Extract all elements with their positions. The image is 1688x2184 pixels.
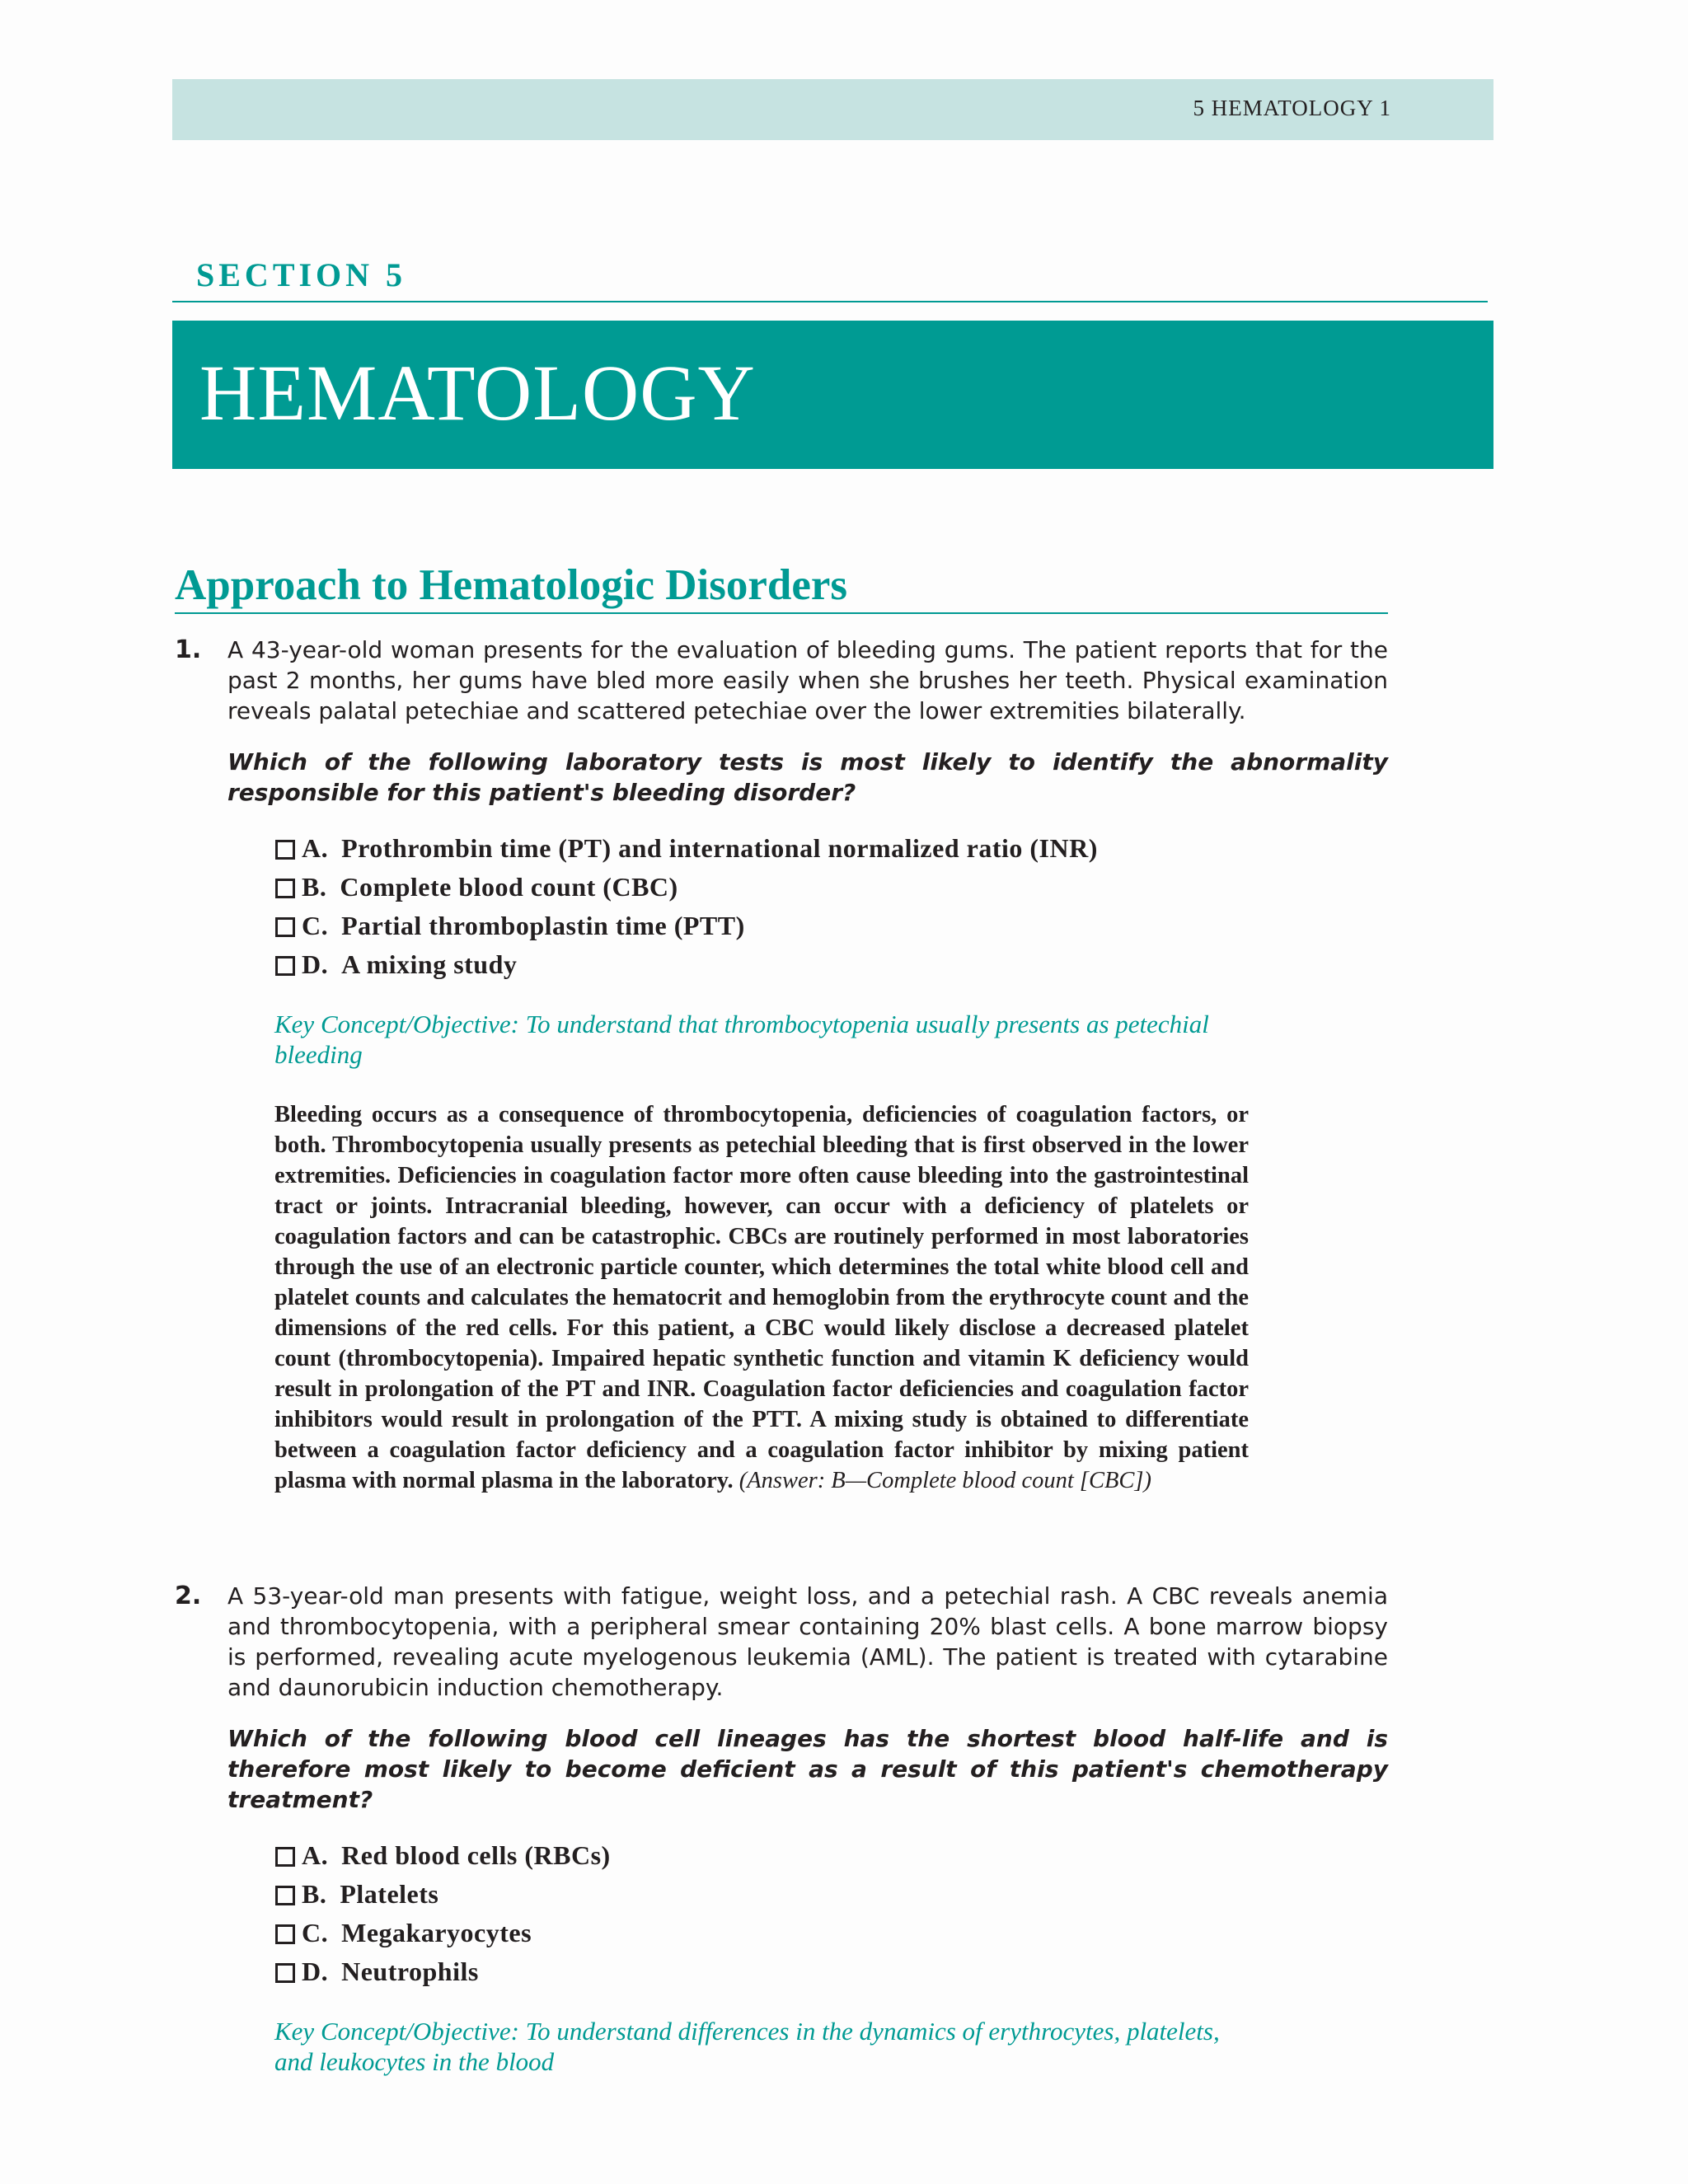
option-text: Megakaryocytes [341,1918,532,1947]
chapter-divider [175,612,1388,614]
answer-option-d[interactable] [275,1952,1388,1991]
answer-option-c[interactable] [275,1914,1388,1952]
checkbox-icon[interactable] [275,956,295,976]
option-text: Prothrombin time (PT) and international normalized ratio (INR) [341,833,1098,863]
option-letter: C. [302,1918,329,1947]
answer-option-c[interactable] [275,907,1388,945]
section-divider [172,301,1488,302]
answer-option-b[interactable] [275,1875,1388,1914]
question-2 [175,1581,1388,2077]
option-text: Complete blood count (CBC) [340,872,678,902]
checkbox-icon[interactable] [275,1886,295,1905]
question-stem: A 53-year-old man presents with fatigue, weight loss, and a petechial rash. A CBC reveals anemia and thrombocytopenia, with a peripheral smear containing 20% blast cells. A bone marrow biopsy is performed, revealing acute myelogenous leukemia (AML). The patient is treated with cytarabine and daunorubicin induction chemotherapy. [227,1582,1388,1701]
answer-options [275,1836,1388,1991]
checkbox-icon[interactable] [275,840,295,860]
question-1 [175,635,1388,1496]
answer-option-a[interactable] [275,829,1388,868]
section-title: HEMATOLOGY [199,349,756,437]
explanation-text: Bleeding occurs as a consequence of thrombocytopenia, deficiencies of coagulation factors, or both. Thrombocytopenia usually presents as petechial bleeding that is first observed in the lower extremities. Deficiencies in coagulation factor more often cause bleeding into the gastrointestinal tract or joints. Intracranial bleeding, however, can occur with a deficiency of platelets or coagulation factors and can be catastrophic. CBCs are routinely performed in most laboratories through the use of an electronic particle counter, which determines the total white blood cell and platelet counts and calculates the hematocrit and hemoglobin from the erythrocyte count and the dimensions of the red cells. For this patient, a CBC would likely disclose a decreased platelet count (thrombocytopenia). Impaired hepatic synthetic function and vitamin K deficiency would result in prolongation of the PT and INR. Coagulation factor deficiencies and coagulation factor inhibitors would result in prolongation of the PTT. A mixing study is obtained to differentiate between a coagulation factor deficiency and a coagulation factor inhibitor by mixing patient plasma with normal plasma in the laboratory. [274,1102,1249,1493]
question-stem: A 43-year-old woman presents for the evaluation of bleeding gums. The patient reports that for the past 2 months, her gums have bled more easily when she brushes her teeth. Physical examination reveals palatal petechiae and scattered petechiae over the lower extremities bilaterally. [227,636,1388,724]
question-number: 2. [175,1582,202,1610]
checkbox-icon[interactable] [275,1924,295,1944]
checkbox-icon[interactable] [275,879,295,898]
checkbox-icon[interactable] [275,917,295,937]
running-header [172,79,1493,140]
option-letter: B. [302,872,327,902]
option-text: A mixing study [341,949,518,979]
option-letter: A. [302,1840,329,1870]
answer-options [275,829,1388,984]
section-label: SECTION 5 [196,256,407,293]
section-title-band [172,321,1493,469]
answer-option-a[interactable] [275,1836,1388,1875]
explanation [274,1099,1249,1496]
answer-text: (Answer: B—Complete blood count [CBC]) [738,1468,1151,1493]
option-letter: D. [302,949,329,979]
answer-option-b[interactable] [275,868,1388,907]
key-concept: Key Concept/Objective: To understand that thrombocytopenia usually presents as petechial bleeding [274,1010,1209,1069]
checkbox-icon[interactable] [275,1847,295,1867]
checkbox-icon[interactable] [275,1963,295,1983]
option-text: Neutrophils [341,1957,479,1986]
running-header-text: 5 HEMATOLOGY 1 [1193,96,1391,120]
option-text: Partial thromboplastin time (PTT) [341,911,745,940]
option-letter: D. [302,1957,329,1986]
question-prompt: Which of the following blood cell lineages has the shortest blood half-life and is therefore most likely to become deficient as a result of this patient's chemotherapy treatment? [227,1725,1388,1813]
option-letter: B. [302,1879,327,1909]
question-prompt: Which of the following laboratory tests is most likely to identify the abnormality responsible for this patient's bleeding disorder? [227,748,1388,806]
answer-option-d[interactable] [275,945,1388,984]
option-letter: A. [302,833,329,863]
option-text: Red blood cells (RBCs) [341,1840,611,1870]
option-letter: C. [302,911,329,940]
question-number: 1. [175,635,202,664]
option-text: Platelets [340,1879,439,1909]
key-concept: Key Concept/Objective: To understand differences in the dynamics of erythrocytes, platelets, and leukocytes in the blood [274,2017,1220,2076]
chapter-heading: Approach to Hematologic Disorders [175,561,848,609]
